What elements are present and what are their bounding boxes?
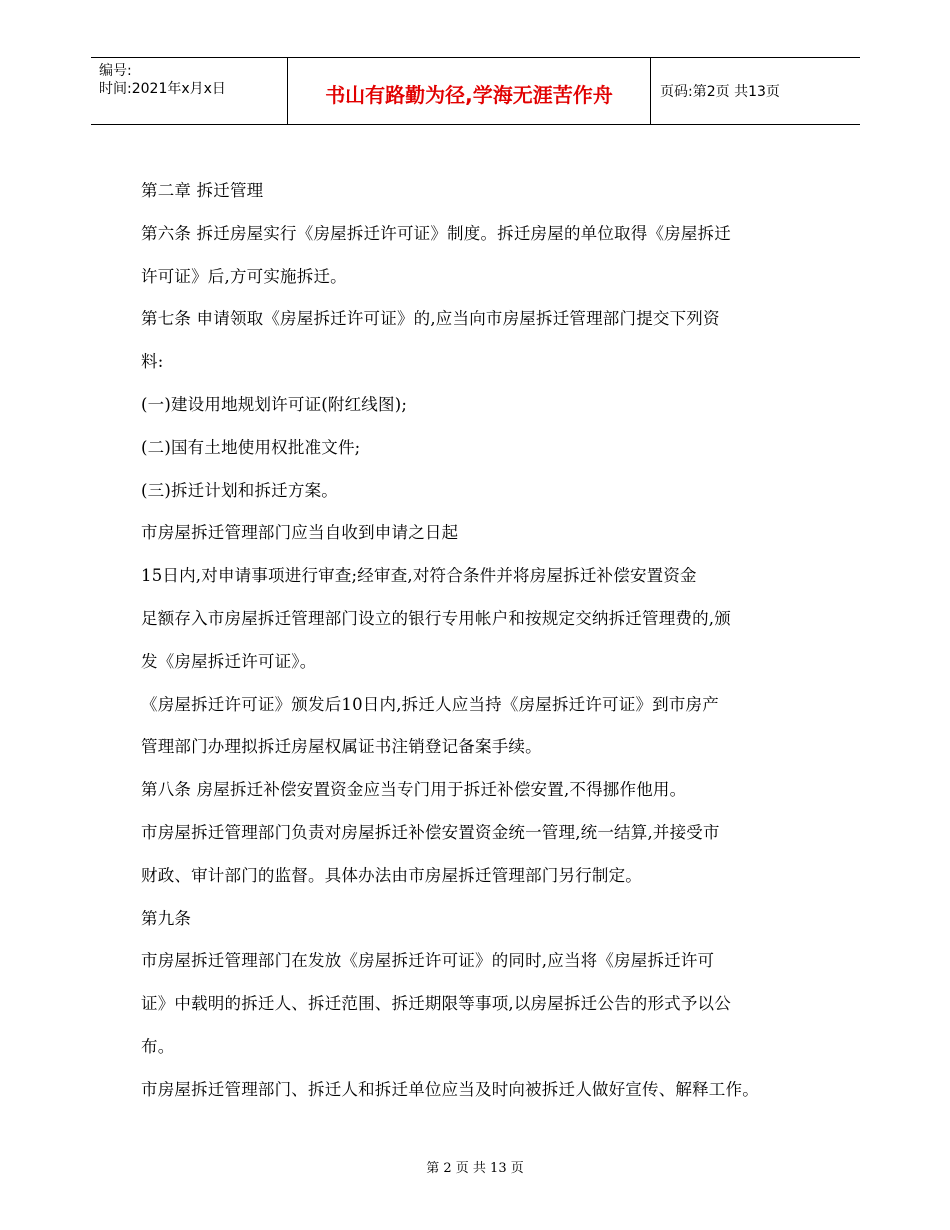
body-line: (二)国有土地使用权批准文件; bbox=[141, 437, 361, 457]
page-footer: 第 2 页 共 13 页 bbox=[426, 1161, 524, 1176]
body-line: 市房屋拆迁管理部门应当自收到申请之日起 bbox=[141, 523, 459, 543]
body-line: 财政、审计部门的监督。具体办法由市房屋拆迁管理部门另行制定。 bbox=[141, 865, 642, 885]
header-motto-cell bbox=[287, 58, 651, 124]
header-page-info: 页码:第2页 共13页 bbox=[660, 84, 780, 100]
body-line: 第六条 拆迁房屋实行《房屋拆迁许可证》制度。拆迁房屋的单位取得《房屋拆迁 bbox=[141, 223, 731, 243]
body-line: 《房屋拆迁许可证》颁发后10日内,拆迁人应当持《房屋拆迁许可证》到市房产 bbox=[141, 694, 719, 714]
body-line: 发《房屋拆迁许可证》。 bbox=[141, 651, 317, 671]
body-line: (一)建设用地规划许可证(附红线图); bbox=[141, 394, 408, 414]
body-line: 管理部门办理拟拆迁房屋权属证书注销登记备案手续。 bbox=[141, 737, 542, 757]
body-line: 第九条 bbox=[141, 908, 192, 928]
body-line: 布。 bbox=[141, 1036, 175, 1056]
header-meta-cell bbox=[91, 58, 287, 124]
body-line: 证》中载明的拆迁人、拆迁范围、拆迁期限等事项,以房屋拆迁公告的形式予以公 bbox=[141, 994, 731, 1014]
document-time-label: 时间:2021年x月x日 bbox=[99, 81, 226, 97]
document-number-label: 编号: bbox=[99, 63, 132, 79]
header-page-cell bbox=[650, 58, 860, 124]
body-line: 15日内,对申请事项进行审查;经审查,对符合条件并将房屋拆迁补偿安置资金 bbox=[141, 566, 697, 586]
body-line: 许可证》后,方可实施拆迁。 bbox=[141, 266, 347, 286]
body-line: 第八条 房屋拆迁补偿安置资金应当专门用于拆迁补偿安置,不得挪作他用。 bbox=[141, 780, 687, 800]
page-header bbox=[91, 57, 860, 125]
body-line: 市房屋拆迁管理部门负责对房屋拆迁补偿安置资金统一管理,统一结算,并接受市 bbox=[141, 822, 720, 842]
body-line: 足额存入市房屋拆迁管理部门设立的银行专用帐户和按规定交纳拆迁管理费的,颁 bbox=[141, 608, 731, 628]
body-line: 第七条 申请领取《房屋拆迁许可证》的,应当向市房屋拆迁管理部门提交下列资 bbox=[141, 309, 720, 329]
document-body bbox=[141, 180, 831, 1122]
chapter-heading: 第二章 拆迁管理 bbox=[141, 181, 264, 200]
body-line: 市房屋拆迁管理部门、拆迁人和拆迁单位应当及时向被拆迁人做好宣传、解释工作。 bbox=[141, 1079, 759, 1099]
body-line: (三)拆迁计划和拆迁方案。 bbox=[141, 480, 338, 500]
body-line: 市房屋拆迁管理部门在发放《房屋拆迁许可证》的同时,应当将《房屋拆迁许可 bbox=[141, 951, 715, 971]
body-line: 料: bbox=[141, 352, 164, 372]
header-motto: 书山有路勤为径,学海无涯苦作舟 bbox=[325, 83, 613, 107]
